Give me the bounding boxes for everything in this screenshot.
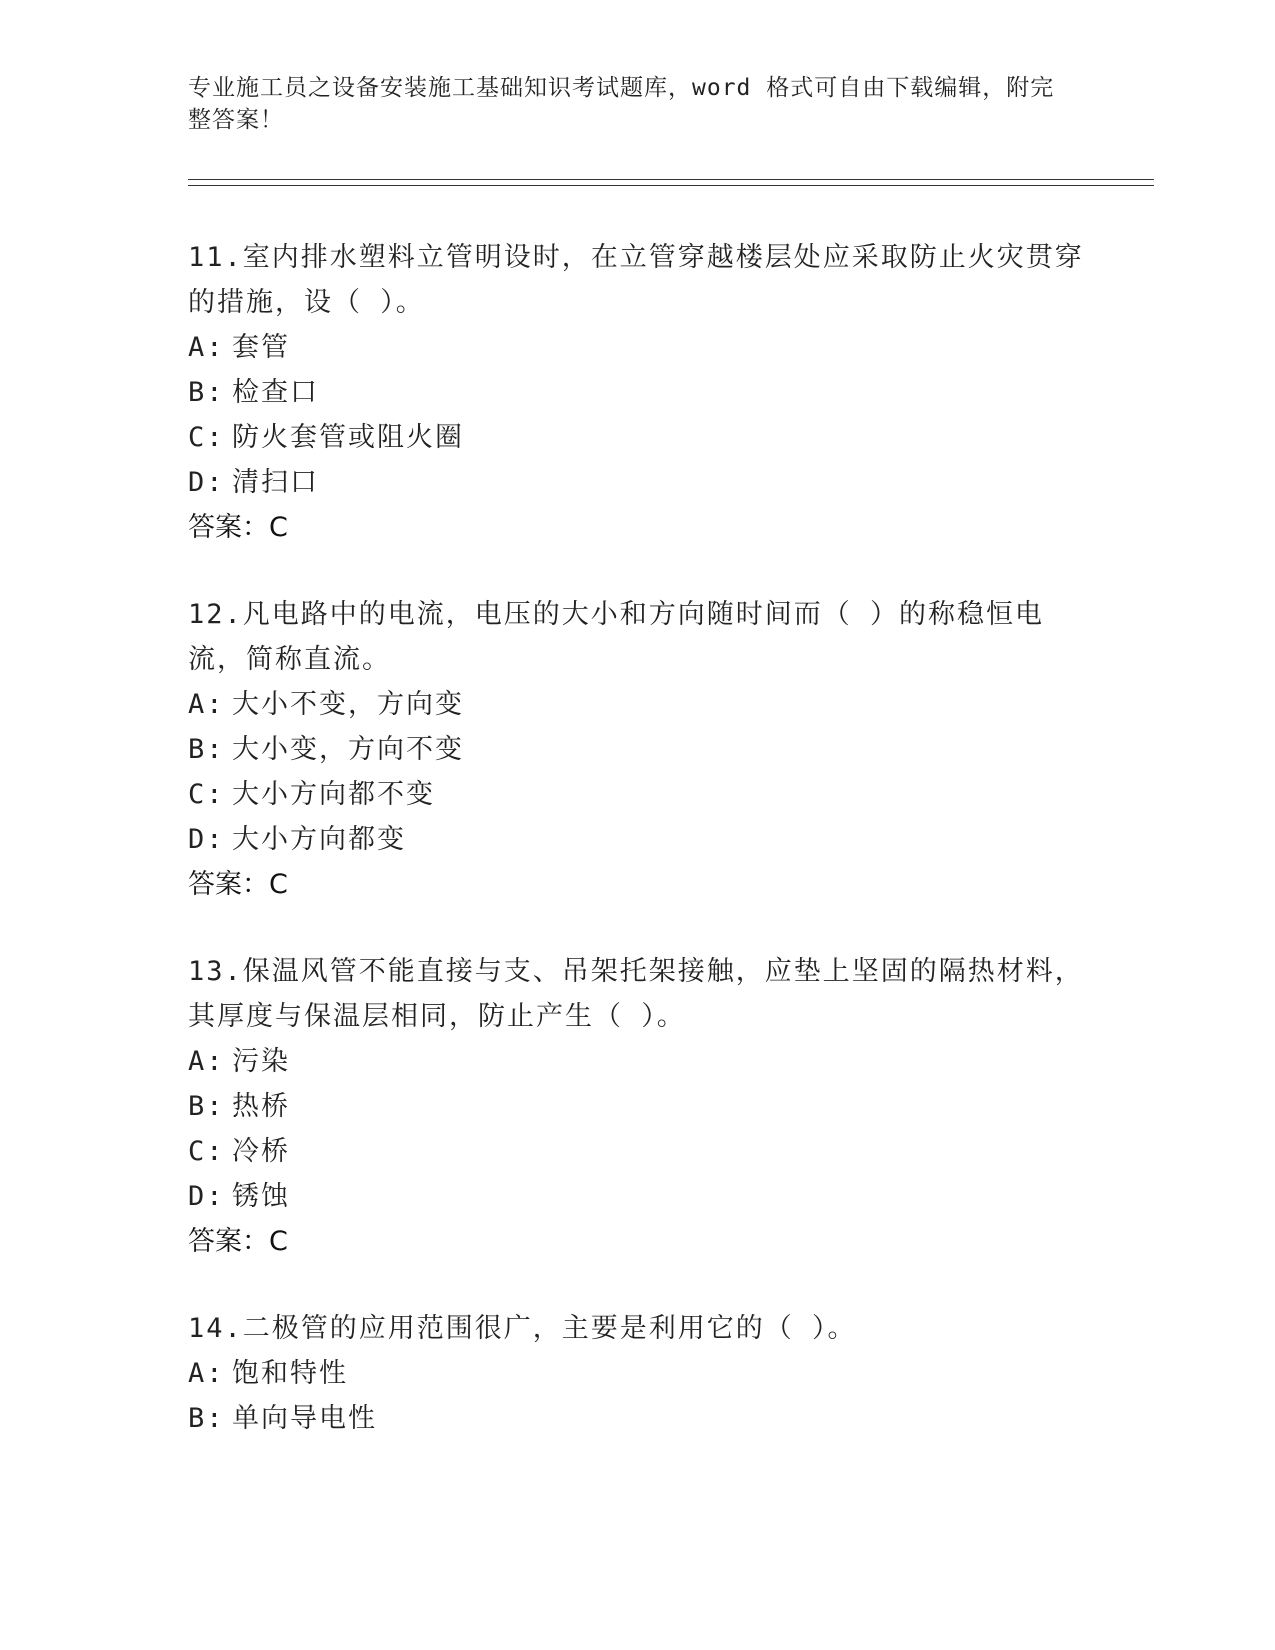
option-key: A: <box>188 1046 225 1077</box>
question-stem: 14.二极管的应用范围很广，主要是利用它的（ ）。 <box>188 1313 857 1344</box>
option-key: B: <box>188 734 225 765</box>
option-c <box>188 415 1088 460</box>
option-key: A: <box>188 1358 225 1389</box>
option-text: 套管 <box>232 332 290 363</box>
option-c <box>188 772 1088 817</box>
question-12 <box>188 592 1088 907</box>
header-rule-bottom <box>188 185 1154 186</box>
option-b <box>188 370 1088 415</box>
option-key: A: <box>188 332 225 363</box>
question-stem: 13.保温风管不能直接与支、吊架托架接触，应垫上坚固的隔热材料，其厚度与保温层相同，防止产生（ ）。 <box>188 956 1084 1032</box>
option-b <box>188 1084 1088 1129</box>
option-a <box>188 325 1088 370</box>
option-text: 冷桥 <box>232 1136 290 1167</box>
option-key: C: <box>188 779 225 810</box>
answer-line: 答案：C <box>188 869 288 900</box>
option-text: 大小变，方向不变 <box>232 734 464 765</box>
option-c <box>188 1129 1088 1174</box>
option-text: 热桥 <box>232 1091 290 1122</box>
document-header: 专业施工员之设备安装施工基础知识考试题库，word 格式可自由下载编辑，附完整答案！ <box>188 75 1055 133</box>
option-key: D: <box>188 467 225 498</box>
option-text: 防火套管或阻火圈 <box>232 422 464 453</box>
option-key: C: <box>188 1136 225 1167</box>
option-b <box>188 727 1088 772</box>
option-text: 饱和特性 <box>232 1358 348 1389</box>
option-key: B: <box>188 377 225 408</box>
question-14 <box>188 1306 1088 1441</box>
option-d <box>188 460 1088 505</box>
option-text: 检查口 <box>232 377 319 408</box>
option-d <box>188 1174 1088 1219</box>
option-text: 单向导电性 <box>232 1403 377 1434</box>
option-a <box>188 1351 1088 1396</box>
option-a <box>188 682 1088 727</box>
option-d <box>188 817 1088 862</box>
option-text: 清扫口 <box>232 467 319 498</box>
option-text: 大小方向都变 <box>232 824 406 855</box>
option-b <box>188 1396 1088 1441</box>
option-key: D: <box>188 1181 225 1212</box>
question-13 <box>188 949 1088 1264</box>
option-key: A: <box>188 689 225 720</box>
option-text: 锈蚀 <box>232 1181 290 1212</box>
answer-line: 答案：C <box>188 1226 288 1257</box>
question-11 <box>188 235 1088 550</box>
answer-line: 答案：C <box>188 512 288 543</box>
option-key: D: <box>188 824 225 855</box>
header-rule-top <box>188 179 1154 180</box>
option-text: 大小方向都不变 <box>232 779 435 810</box>
option-key: C: <box>188 422 225 453</box>
option-key: B: <box>188 1091 225 1122</box>
option-a <box>188 1039 1088 1084</box>
option-text: 污染 <box>232 1046 290 1077</box>
question-stem: 12.凡电路中的电流，电压的大小和方向随时间而（ ）的称稳恒电流，简称直流。 <box>188 599 1045 675</box>
option-key: B: <box>188 1403 225 1434</box>
question-stem: 11.室内排水塑料立管明设时，在立管穿越楼层处应采取防止火灾贯穿的措施，设（ ）。 <box>188 242 1084 318</box>
question-list <box>188 235 1088 1483</box>
option-text: 大小不变，方向变 <box>232 689 464 720</box>
